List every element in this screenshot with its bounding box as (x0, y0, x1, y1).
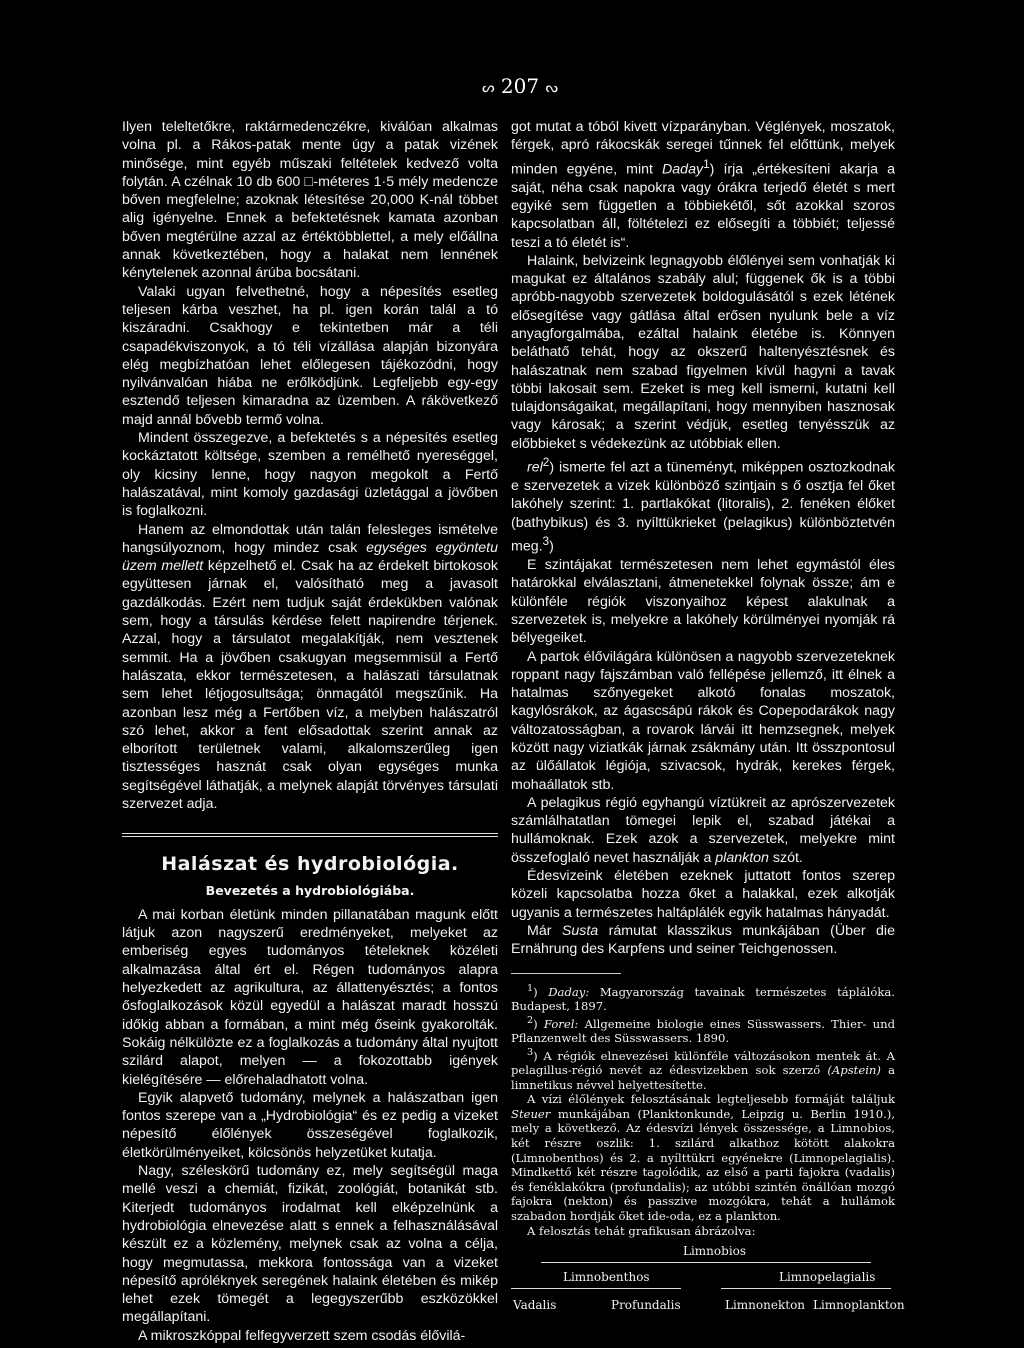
diagram-leaf-label: Limnoplankton (813, 1298, 905, 1313)
footnote: A felosztás tehát grafikusan ábrázolva: (527, 1223, 756, 1238)
diagram-leaf-label: Profundalis (611, 1298, 681, 1313)
emphasis: Daday: (548, 984, 590, 999)
emphasis: (Apstein) (827, 1063, 881, 1078)
footnote-ref: 3 (542, 534, 550, 548)
page-header (400, 74, 640, 98)
footnote-divider (511, 973, 621, 974)
diagram-right-label: Limnopelagialis (779, 1270, 876, 1285)
text-run: szót. (772, 849, 803, 866)
paragraph (511, 453, 895, 556)
text-run: munkájában (Planktonkunde, Leipzig u. Berlin 1910.), mely a következő. Az édesvízi lények összessége, a Limnobios, két részre oszlik: 1. szilárd alkathoz kötött alakokra (Limnobenthos) és 2. a nyílttükri egyénekre (Limnopelagialis). Mindkettő két részre tagolódik, az első a parti fajokra (vadalis) és fenéklakókra (profundalis); az utóbbi szintén önállóan mozgó fajokra (nekton) és passzive mozgókra, tehát a hullámok szabadon hordják őket ide-oda, ez a plankton. (511, 1106, 896, 1224)
text-run: Magyarország tavainak természetes táplálóka. Budapest, 1897. (511, 984, 895, 1014)
diagram-line (541, 1262, 871, 1263)
paragraph: Egyik alapvető tudomány, melynek a halászatban igen fontos szerepe van a „Hydrobiológia“ és ez pedig a vizeket népesítő élőlények összeségével foglalkozik, életkörülményeiket, kölcsönös helyzetüket kutatja. (122, 1089, 498, 1161)
text-run: ) ismerte fel azt a tüneményt, miképpen osztozkodnak e szervezetek a vizek különböző szintjain s ő osztja fel őket lakóhely szerint: 1. partlakókat (litoralis), 2. fenéken élőket (bathybikus) és 3. nyílttükrieket (pelagikus) különböztetvén meg. (511, 459, 895, 555)
footnote-ref: 2 (542, 455, 550, 470)
diagram-line (721, 1288, 891, 1289)
right-column (511, 118, 905, 1348)
emphasis: rel (527, 459, 543, 476)
paragraph: Nagy, széleskörű tudomány ez, mely segítségül maga mellé veszi a chemiát, fizikát, zoológiát, botanikát stb. Kiterjedt tudományos irodalmat kell elképzelnünk a hydrobiológia elnevezése alatt s ennek a felhasználásával készült ez a közlemény, melynek csak az volna a célja, hogy megmutassa, mekkora fontossága van a vizeket népesítő apróléknyek seregének halaink életében és mikép lehet ezek tömegét a legegyszerűbb eszközökkel megállapítani. (122, 1163, 498, 1326)
footnote (511, 1092, 895, 1223)
text-run: a limnetikus névvel helyettesítette. (511, 1063, 896, 1092)
footnote-ref: 1 (703, 156, 710, 171)
text-run: got mutat a tóból kivett vízparányban. Véglények, moszatok, férgek, apró rákocskák seregei tűnnek fel előttünk, melyek minden egyéne, mint (511, 119, 895, 178)
text-run: Már (527, 922, 552, 939)
text-run: rámutat klasszikus munkájában (Über die Ernährung des Karpfens und seiner Teichgenossen. (511, 922, 895, 958)
emphasis: egységes egyöntetu üzem mellett (122, 539, 498, 575)
diagram-line (511, 1288, 681, 1289)
text-run: A régiók elnevezései különféle változásokon mentek át. A pelagillus-régió nevét az édesvizekben sok szerző (511, 1048, 895, 1078)
text-run: Allgemeine biologie eines Süsswassers. Thier- und Pflanzenwelt des Süsswassers. 1890. (511, 1016, 895, 1046)
diagram-leaf-label: Vadalis (513, 1298, 557, 1313)
emphasis: Susta (561, 922, 599, 939)
diagram-leaf-label: Limnonekton (725, 1298, 806, 1313)
paragraph (122, 521, 498, 814)
text-run: A pelagikus régió egyhangú víztükreit az aprószervezetek számlálhatatlan tömegei lepik el, szabad játékai a hullámoknak. Ezek azok a szervezetek, melyekre mint összefoglaló nevet használják a (511, 794, 895, 866)
paragraph: Mindent összegezve, a befektetés s a népesítés esetleg kockáztatott költsége, szemben a remélhető nyereséggel, oly kicsiny lenne, hogy nagyon megokolt a Fertő halászatával, mint komoly gazdasági üzletággal a jövőben is foglalkozni. (122, 430, 498, 520)
paragraph: Ilyen teleltetőkre, raktármedenczékre, kiválóan alkalmas volna pl. a Rákos-patak mente úgy a patak vizének minősége, mint egyéb műszaki feltételek kedvező volta folytán. A czélnak 10 db 600 □-méteres 1·5 mély medencze bőven megfelelne; azoknak létesítése 20,000 K-nál többet alig igényelne. Ennek a befektetésnek kamata azonban bőven megtérülne azzal az értéktöbblettel, a mely előállna annak következtében, hogy a halakat nem lennének kénytelenek azonnal árúba bocsátani. (122, 119, 498, 282)
ornament-right-icon: ᔓ (545, 79, 558, 96)
paragraph: E szintájakat természetesen nem lehet egymástól éles határokkal elválasztani, átmenetekkel folynak össze; ám e különféle régiók viszonyaihoz képest alakulnak a szervezetek is, melyekre a lakóhely körülményei nyomják rá bélyegeiket. (511, 557, 895, 647)
diagram-left-label: Limnobenthos (563, 1270, 650, 1285)
footnote: $^3$) A régiók elnevezései különféle változásokon mentek át. A pelagillus-régió nevét az édesvizekben sok szerző (Apstein) a limnetikus névvel helyettesítette. (511, 1046, 896, 1092)
left-column (122, 118, 498, 1345)
section-title: Halászat és hydrobiológia. (161, 853, 459, 876)
footnote: $^2$) Forel: Allgemeine biologie eines Süsswassers. Thier- und Pflanzenwelt des Süsswassers. 1890. (511, 1014, 895, 1046)
section-divider (122, 833, 498, 837)
emphasis: Steuer (511, 1106, 551, 1121)
page-number: 207 (500, 74, 540, 98)
emphasis: Daday (662, 161, 704, 178)
paragraph: Valaki ugyan felvethetné, hogy a népesítés esetleg teljesen kárba veszhet, ha pl. igen korán talál a tó kiszáradni. Csakhogy e tekintetben már a téli csapadékviszonyok, a tó téli vízállása alapján bizonyára elég megbízhatóan lehet előlegesen tájékozódni, hogy nyilvánvalóan hiába ne erőlködjünk. Legfeljebb egy-egy esztendő teljesen kimaradna az üzemben. A rákövetkező majd annál bővebb termő volna. (122, 283, 498, 428)
text-run: A vízi élőlények felosztásának legteljesebb formáját találjuk (527, 1092, 895, 1107)
paragraph (511, 118, 895, 252)
classification-diagram (511, 1238, 905, 1348)
text-run: képzelhető el. Csak ha az érdekelt birtokosok együttesen járnak el, valósítható meg a javasolt gazdálkodás. Ezért nem tudjuk saját érdekükben valónak sem, hogy a társulás kérdése felett napirendre térjenek. Azzal, hogy a társulatot megalakítják, nem vesztenek semmit. Ha a jövőben csakugyan megsemmisül a Fertő halászata, ekkor természetesen, a halászati társulatnak sem lehet létjogosultsága; önmagától megszűnik. Ha azonban lesz még a Fertőben víz, a melyben halászatról szó lehet, akkor a fent elősadottak szerint annak az elborított területnek valami, alkalomszerűleg igen tisztességes hasznát csak olyan egységes munka segítségével láthatják, a melynek alapját törvényes társulati szervezet adja. (122, 558, 498, 812)
paragraph (511, 794, 895, 867)
emphasis: Forel: (543, 1016, 579, 1031)
paragraph: A mikroszkóppal felfegyverzett szem csodás élővilá- (138, 1327, 466, 1344)
text-run: ) írja „értékesíteni akarja a saját, néha csak napokra vagy órákra terjedő életét s mert egyiké sem független a többiekétől, sőt azokkal szoros kapcsolatban áll, föltételezi ez elősegíti a többiét; teljessé teszi a tó életét is“. (511, 161, 895, 251)
section-subtitle: Bevezetés a hydrobiológiába. (205, 882, 415, 898)
footnote: $^1$) Daday: Magyarország tavainak természetes táplálóka. Budapest, 1897. (511, 982, 895, 1014)
emphasis: plankton (715, 849, 769, 866)
text-run: ) (549, 538, 554, 555)
paragraph: Édesvizeink életében ezeknek juttatott fontos szerep közeli kapcsolatba hozza őket a halakkal, ezek alkotják ugyanis a természetes haltáplálék egyik hatalmas hányadát. (511, 868, 895, 921)
paragraph: A partok élővilágára különösen a nagyobb szervezeteknek roppant nagy fajszámban való fellépése jellemző, itt élnek a hatalmas szőnyegeket alkotó fonalas moszatok, kagylósrákok, az ágascsápú rákok és Copepodarákok nagy változatosságban, a rovarok lárvái itt hemzsegnek, melyek között nagy viziatkák járnak zsákmány után. Itt összpontosul az ülőállatok légiója, szivacsok, hydrák, kerekes férgek, mohaállatok stb. (511, 648, 895, 793)
paragraph (511, 922, 895, 959)
paragraph: A mai korban életünk minden pillanatában magunk előtt látjuk azon nagyszerű eredményeket, melyeket az emberiség egyes tudományos tételeknek közéleti alkalmazása által ért el. Régen tudományos alapra helyezkedett az agrikultura, az állattenyésztés; a fontos ősfoglalkozások közül egyedül a halászat maradt hosszú időkig abban a formában, a mint még őseink gyakorolták. Sokáig nélkülözte ez a foglalkozás a tudomány által nyujtott szilárd alapot, melyen — a fokozottabb igények kielégítésére — előrehaladhatott volna. (122, 906, 498, 1088)
paragraph: Halaink, belvizeink legnagyobb élőlényei sem vonhatják ki magukat ez általános szabály alul; függenek ők is a többi apróbb-nagyobb szervezetek boldogulásától s ezek létének elősegítése vagy gátlása által erősen nyulunk bele a víz anyagforgalmába, ezáltal halaink életébe is. Könnyen beláthatő tehát, hogy az okszerű haltenyésztésnek és halászatnak nem szabad figyelmen kívül hagyni a tavak többi lakosait sem. Ezeket is meg kell ismerni, kutatni kell tulajdonságaikat, megállapítani, hogy mennyiben hasznosak vagy károsak; a szerint védjük, esetleg tenyésszük az előbbieket s védekezünk az utóbbiak ellen. (511, 252, 895, 452)
ornament-left-icon: ᔕ (482, 79, 495, 96)
diagram-root-label: Limnobios (683, 1244, 747, 1259)
text-run: Hanem az elmondottak után talán felesleges ismételve hangsúlyoznom, hogy mindez csak (122, 521, 498, 556)
